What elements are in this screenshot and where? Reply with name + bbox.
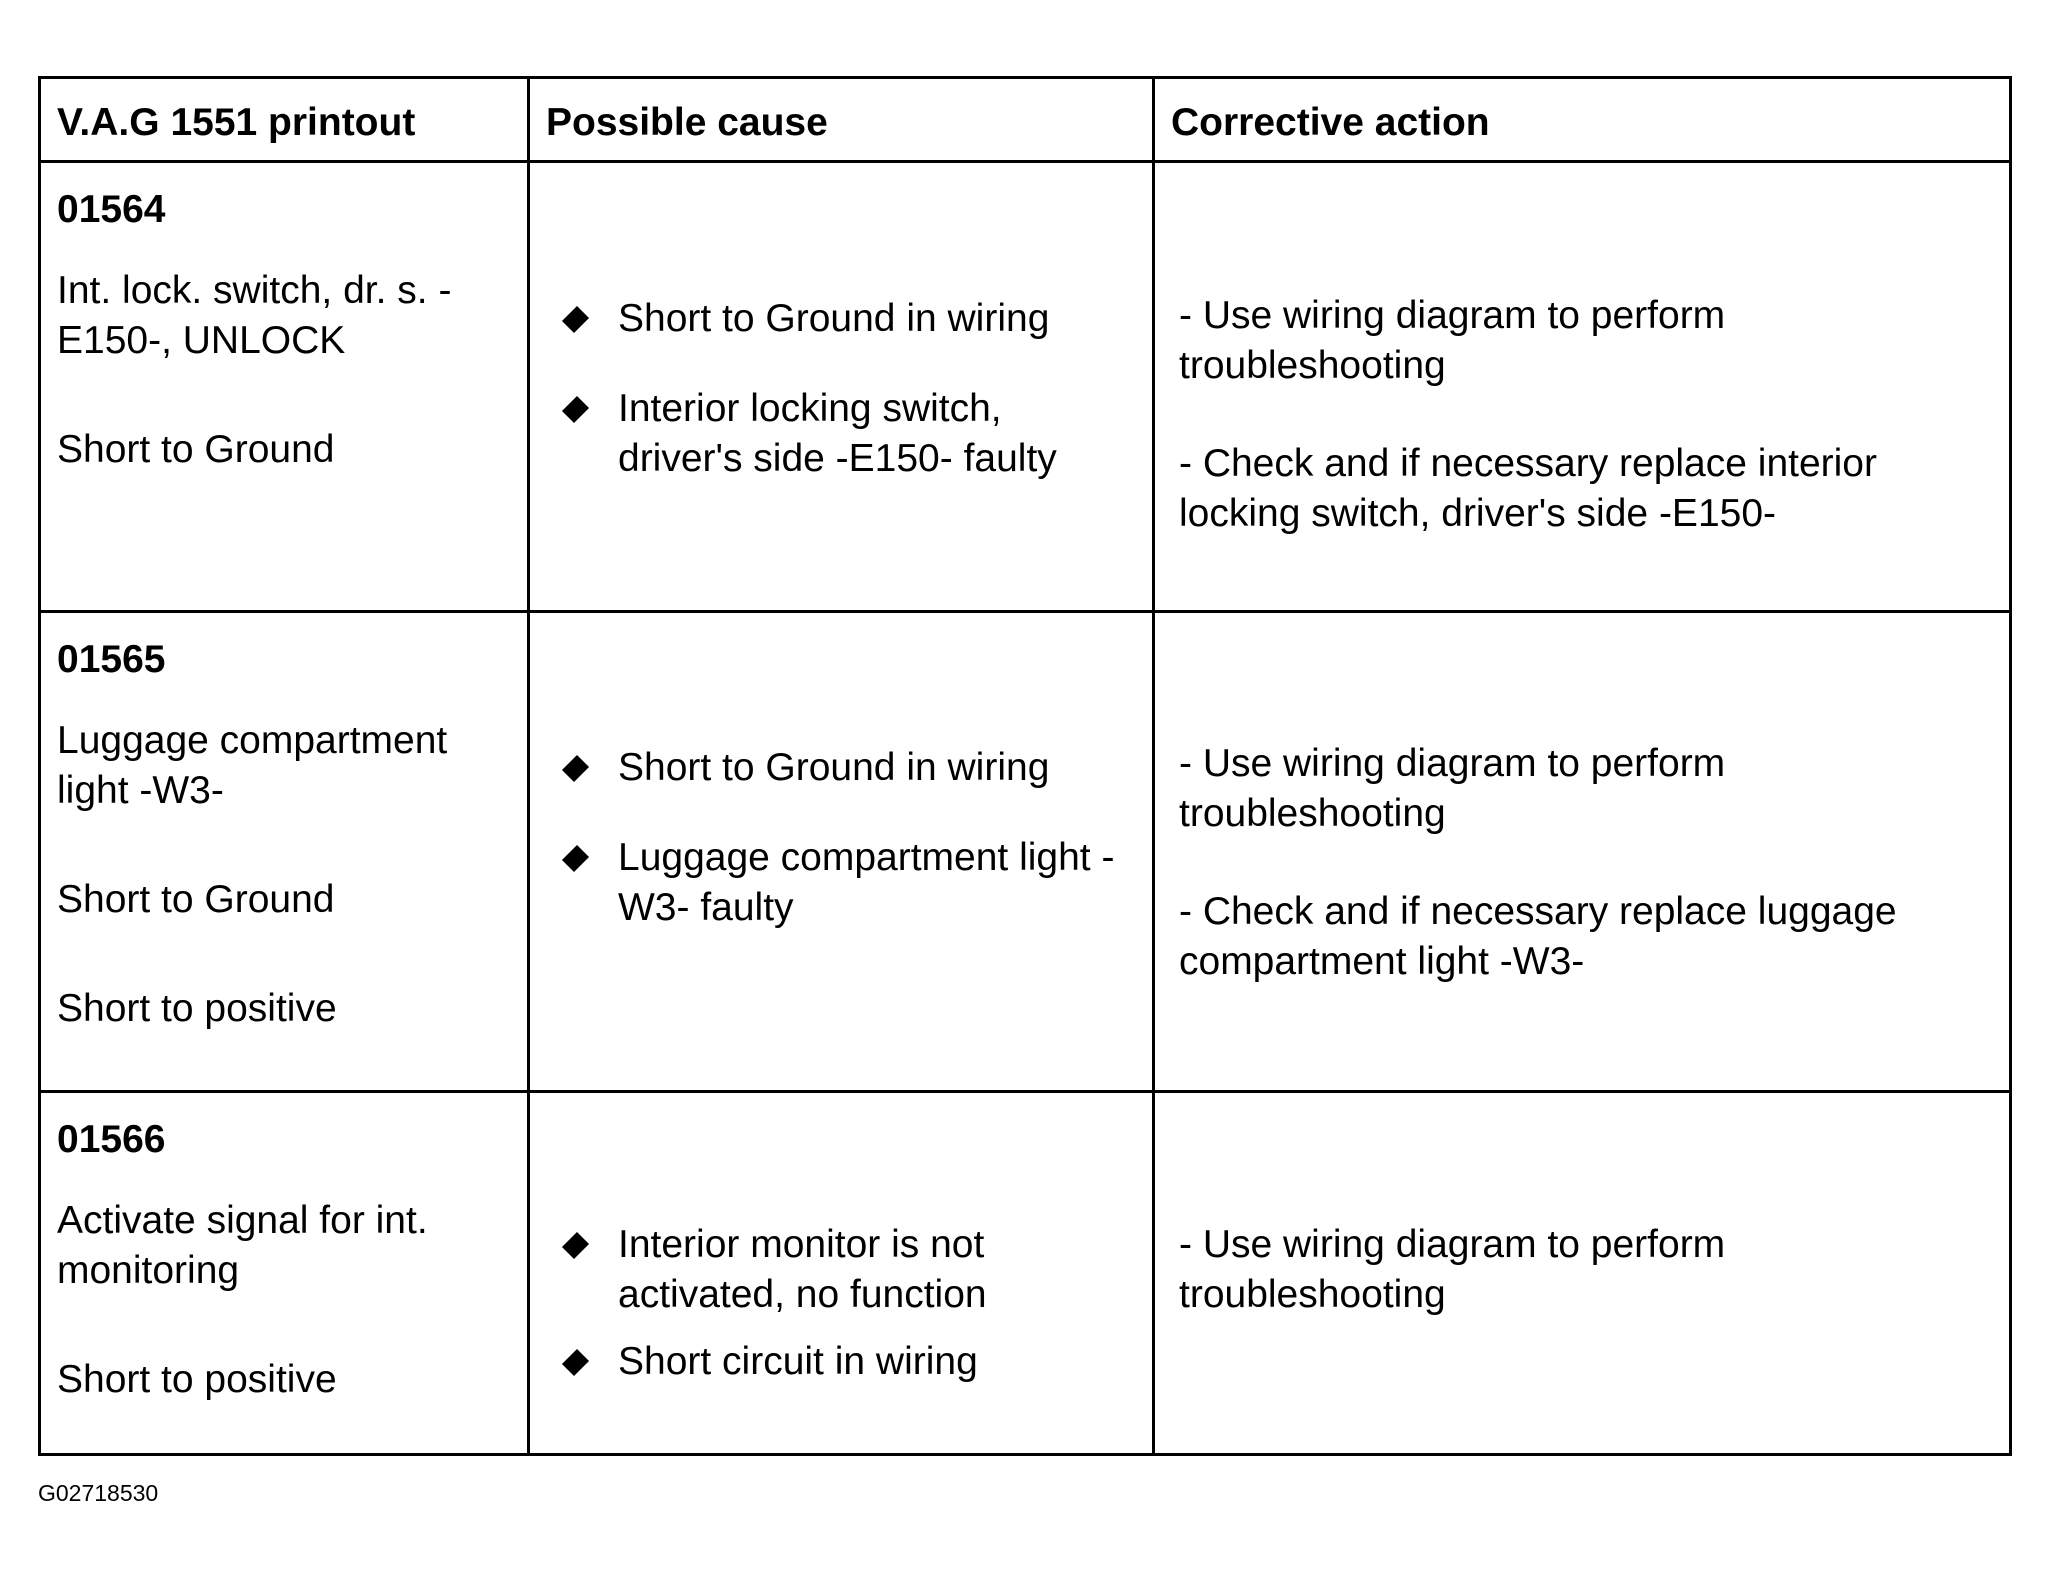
- row-01566-actions: [1155, 1093, 2009, 1453]
- action-text: - Use wiring diagram to perform troubleshooting: [1179, 1223, 1726, 1316]
- header-printout: V.A.G 1551 printout: [41, 79, 530, 163]
- cause-item: [564, 1337, 1132, 1387]
- bullet-diamond-icon: [562, 845, 589, 872]
- printout-text: Short to positive: [57, 1358, 337, 1401]
- row-01564-actions: [1155, 163, 2009, 613]
- cause-text: Interior monitor is not activated, no function: [618, 1223, 987, 1316]
- row-01564-causes: [530, 163, 1155, 613]
- action-text: - Check and if necessary replace interior locking switch, driver's side -E150-: [1179, 442, 1877, 535]
- fault-code-table: [38, 76, 2012, 1456]
- bullet-diamond-icon: [562, 396, 589, 423]
- row-01565-causes: [530, 613, 1155, 1093]
- bullet-diamond-icon: [562, 755, 589, 782]
- printout-text: Short to positive: [57, 987, 337, 1030]
- bullet-diamond-icon: [562, 306, 589, 333]
- bullet-diamond-icon: [562, 1232, 589, 1259]
- fault-code: 01564: [57, 188, 166, 231]
- action-text: - Use wiring diagram to perform troubleshooting: [1179, 294, 1726, 387]
- header-possible-cause: Possible cause: [530, 79, 1155, 163]
- cause-item: [564, 294, 1132, 344]
- fault-code: 01565: [57, 638, 166, 681]
- cause-text: Short to Ground in wiring: [618, 297, 1050, 340]
- bullet-diamond-icon: [562, 1349, 589, 1376]
- action-text: - Check and if necessary replace luggage compartment light -W3-: [1179, 890, 1897, 983]
- row-01565-actions: [1155, 613, 2009, 1093]
- cause-text: Short to Ground in wiring: [618, 746, 1050, 789]
- cause-item: [564, 743, 1132, 793]
- row-01565-printout: [41, 613, 530, 1093]
- cause-item: [564, 833, 1132, 933]
- printout-text: Short to Ground: [57, 428, 335, 471]
- printout-text: Activate signal for int. monitoring: [57, 1199, 428, 1292]
- printout-text: Luggage compartment light -W3-: [57, 719, 448, 812]
- cause-text: Luggage compartment light -W3- faulty: [618, 836, 1115, 929]
- row-01566-printout: [41, 1093, 530, 1453]
- action-text: - Use wiring diagram to perform troubleshooting: [1179, 742, 1726, 835]
- row-01566-causes: [530, 1093, 1155, 1453]
- cause-item: [564, 1220, 1132, 1320]
- fault-code: 01566: [57, 1118, 166, 1161]
- row-01564-printout: [41, 163, 530, 613]
- cause-text: Short circuit in wiring: [618, 1340, 978, 1383]
- figure-id: G02718530: [38, 1480, 159, 1506]
- cause-text: Interior locking switch, driver's side -E150- faulty: [618, 387, 1057, 480]
- cause-item: [564, 384, 1132, 484]
- printout-text: Int. lock. switch, dr. s. -E150-, UNLOCK: [57, 269, 452, 362]
- printout-text: Short to Ground: [57, 878, 335, 921]
- header-corrective-action: Corrective action: [1155, 79, 2009, 163]
